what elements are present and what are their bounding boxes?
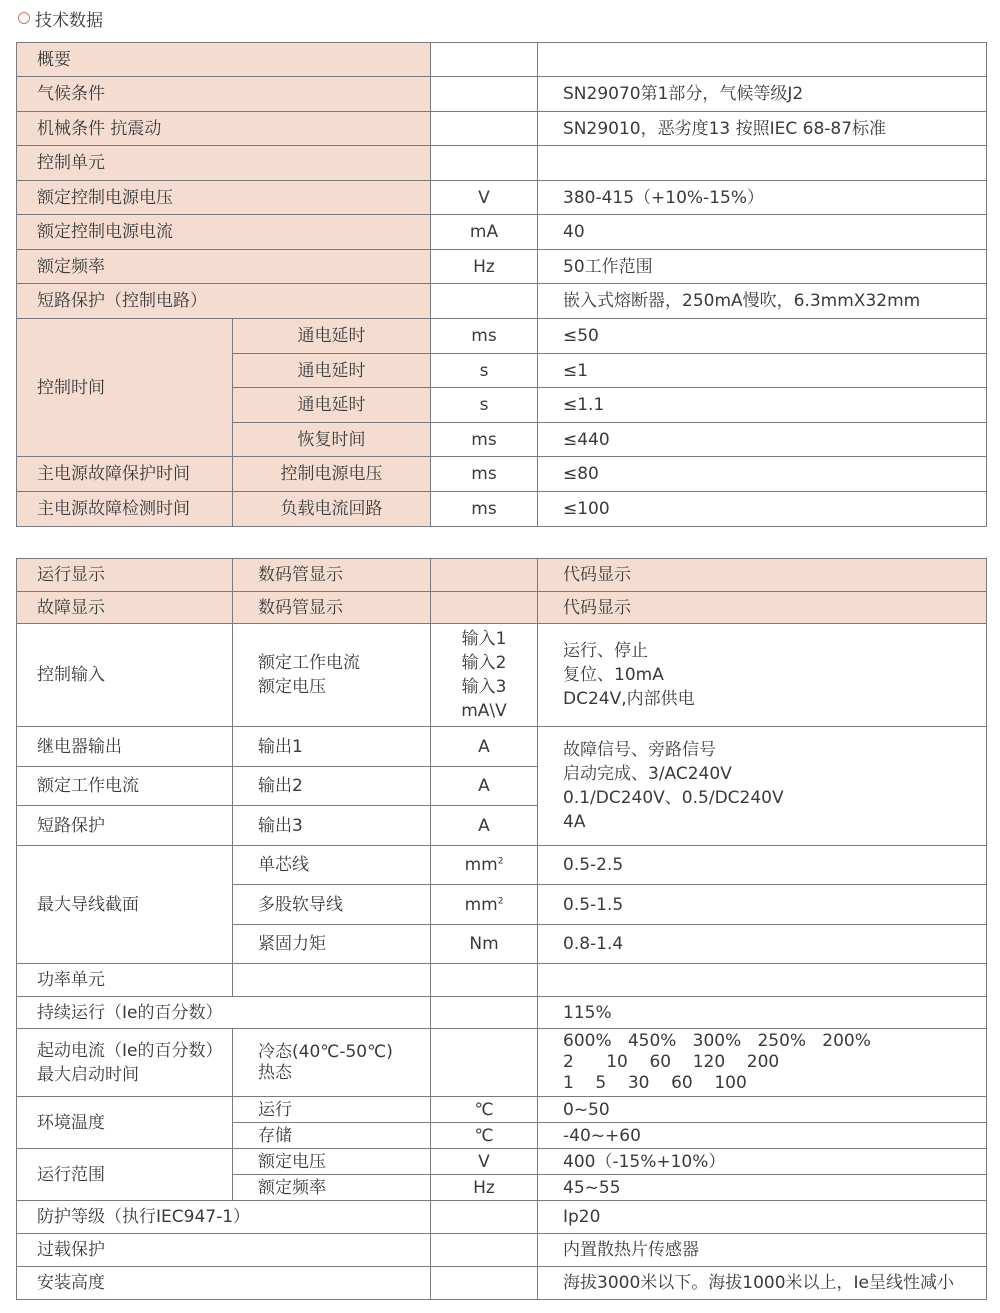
table-row: [17, 457, 987, 492]
value-line: 复位、10mA: [563, 665, 664, 685]
row-value: [538, 624, 987, 727]
row-label: 主电源故障保护时间: [17, 457, 233, 492]
table-row: [17, 592, 987, 624]
table-row: [17, 77, 987, 112]
row-label: 机械条件 抗震动: [17, 112, 431, 146]
table-row: [17, 146, 987, 181]
row-label: 额定频率: [17, 250, 431, 284]
row-sublabel: 多股软导线: [233, 885, 431, 925]
row-sublabel: 额定电压: [233, 1149, 431, 1175]
row-sublabel: 输出1: [233, 727, 431, 767]
value-line: 4A: [563, 812, 586, 832]
section-title: 技术数据: [35, 10, 103, 31]
row-value: 内置散热片传感器: [538, 1234, 987, 1267]
row-label: 故障显示: [17, 592, 233, 624]
row-unit: V: [431, 181, 538, 215]
row-label: 运行显示: [17, 559, 233, 592]
row-sublabel: [233, 1029, 431, 1097]
row-unit: [431, 624, 538, 727]
row-value: 0.5-2.5: [538, 846, 987, 885]
row-value: SN29070第1部分，气候等级J2: [538, 77, 987, 112]
row-label: 继电器输出: [17, 727, 233, 767]
row-value: ≤100: [538, 492, 987, 527]
row-label: [17, 1029, 233, 1097]
label-line: 最大启动时间: [37, 1064, 139, 1085]
row-value: 115%: [538, 997, 987, 1029]
row-unit: ms: [431, 457, 538, 492]
table-row: [17, 997, 987, 1029]
table-row: [17, 43, 987, 77]
row-value: 400（-15%+10%）: [538, 1149, 987, 1175]
row-value: ≤1.1: [538, 388, 987, 423]
row-unit: Nm: [431, 925, 538, 964]
row-value: ≤1: [538, 354, 987, 388]
label-line: 起动电流（Ie的百分数）: [37, 1040, 223, 1061]
row-sublabel: 恢复时间: [233, 423, 431, 457]
row-unit: ℃: [431, 1097, 538, 1123]
row-unit: [431, 846, 538, 885]
table-row: [17, 112, 987, 146]
unit-superscript: 2: [497, 895, 504, 906]
table-row: [17, 559, 987, 592]
row-unit: [431, 885, 538, 925]
table-row: [17, 1234, 987, 1267]
value-line: 运行、停止: [563, 641, 648, 661]
row-value: 380-415（+10%-15%）: [538, 181, 987, 215]
unit-line: 输入3: [461, 677, 507, 697]
row-label: 控制输入: [17, 624, 233, 727]
unit-superscript: 2: [497, 856, 504, 867]
row-label: 短路保护: [17, 806, 233, 846]
row-sublabel: 输出2: [233, 767, 431, 806]
row-label: 防护等级（执行IEC947-1）: [17, 1201, 431, 1234]
table-row: [17, 215, 987, 250]
row-unit: Hz: [431, 250, 538, 284]
row-value: 嵌入式熔断器，250mA慢吹，6.3mmX32mm: [538, 284, 987, 319]
row-value: 40: [538, 215, 987, 250]
unit-line: 输入2: [461, 653, 507, 673]
row-label: 气候条件: [17, 77, 431, 112]
row-label: 安装高度: [17, 1267, 431, 1300]
spec-table-2: [16, 558, 987, 1300]
table-row: [17, 1029, 987, 1097]
row-value: -40~+60: [538, 1123, 987, 1149]
row-label: 过载保护: [17, 1234, 431, 1267]
row-label: 额定控制电源电流: [17, 215, 431, 250]
row-label: 概要: [17, 43, 431, 77]
section-header: [18, 6, 103, 30]
circle-bullet-icon: [18, 12, 30, 24]
table-row: [17, 250, 987, 284]
row-label: 主电源故障检测时间: [17, 492, 233, 527]
row-label: 功率单元: [17, 964, 233, 997]
value-line: 0.1/DC240V、0.5/DC240V: [563, 788, 784, 808]
sublabel-line: 热态: [258, 1062, 292, 1083]
row-value: [538, 727, 987, 846]
row-label: 最大导线截面: [17, 846, 233, 964]
row-label: 运行范围: [17, 1149, 233, 1201]
row-label: 环境温度: [17, 1097, 233, 1149]
table-row: [17, 181, 987, 215]
row-sublabel: 额定频率: [233, 1175, 431, 1201]
row-value: ≤440: [538, 423, 987, 457]
row-value: ≤50: [538, 319, 987, 354]
table-row: [17, 1201, 987, 1234]
row-value: 0~50: [538, 1097, 987, 1123]
row-unit: s: [431, 354, 538, 388]
row-sublabel: [233, 624, 431, 727]
value-line: 600% 450% 300% 250% 200%: [563, 1031, 871, 1051]
table-row: [17, 727, 987, 767]
row-value: 0.8-1.4: [538, 925, 987, 964]
value-line: 1 5 30 60 100: [563, 1073, 747, 1093]
spec-table-1: [16, 42, 987, 527]
unit-text: mm: [464, 894, 498, 915]
row-label: 持续运行（Ie的百分数）: [17, 997, 431, 1029]
row-sublabel: 紧固力矩: [233, 925, 431, 964]
table-row: [17, 624, 987, 727]
row-value: 代码显示: [538, 559, 987, 592]
row-value: 0.5-1.5: [538, 885, 987, 925]
sublabel-line: 额定工作电流: [258, 653, 360, 673]
row-value: Ip20: [538, 1201, 987, 1234]
row-label: 额定控制电源电压: [17, 181, 431, 215]
row-sublabel: 数码管显示: [233, 559, 431, 592]
row-sublabel: 单芯线: [233, 846, 431, 885]
row-unit: mA: [431, 215, 538, 250]
table-row: [17, 1267, 987, 1300]
row-value: 45~55: [538, 1175, 987, 1201]
row-unit: A: [431, 727, 538, 767]
row-label: 短路保护（控制电路）: [17, 284, 431, 319]
table-row: [17, 1097, 987, 1123]
row-label: 额定工作电流: [17, 767, 233, 806]
row-unit: ℃: [431, 1123, 538, 1149]
row-value: [538, 1029, 987, 1097]
unit-line: 输入1: [461, 629, 507, 649]
row-unit: A: [431, 767, 538, 806]
row-value: 海拔3000米以下。海拔1000米以上，Ie呈线性减小: [538, 1267, 987, 1300]
row-unit: s: [431, 388, 538, 423]
row-sublabel: 存储: [233, 1123, 431, 1149]
row-unit: ms: [431, 492, 538, 527]
row-value: 50工作范围: [538, 250, 987, 284]
row-sublabel: 通电延时: [233, 319, 431, 354]
value-line: 启动完成、3/AC240V: [563, 764, 732, 784]
row-unit: ms: [431, 423, 538, 457]
table-row: [17, 284, 987, 319]
row-sublabel: 控制电源电压: [233, 457, 431, 492]
row-label: 控制单元: [17, 146, 431, 181]
table-row: [17, 319, 987, 354]
table-row: [17, 492, 987, 527]
table-row: [17, 846, 987, 885]
value-line: 故障信号、旁路信号: [563, 740, 716, 760]
row-sublabel: 数码管显示: [233, 592, 431, 624]
table-row: [17, 1149, 987, 1175]
sublabel-line: 额定电压: [258, 677, 326, 697]
row-sublabel: 输出3: [233, 806, 431, 846]
row-value: ≤80: [538, 457, 987, 492]
unit-line: mA\V: [461, 701, 507, 721]
row-sublabel: 运行: [233, 1097, 431, 1123]
row-sublabel: 通电延时: [233, 388, 431, 423]
row-sublabel: 负载电流回路: [233, 492, 431, 527]
row-unit: A: [431, 806, 538, 846]
table-row: [17, 964, 987, 997]
value-line: DC24V,内部供电: [563, 689, 695, 709]
row-value: 代码显示: [538, 592, 987, 624]
row-value: SN29010，恶劣度13 按照IEC 68-87标准: [538, 112, 987, 146]
sublabel-line: 冷态(40℃-50℃): [258, 1041, 393, 1062]
row-unit: V: [431, 1149, 538, 1175]
row-label: 控制时间: [17, 319, 233, 457]
unit-text: mm: [464, 855, 498, 875]
row-sublabel: 通电延时: [233, 354, 431, 388]
row-unit: ms: [431, 319, 538, 354]
value-line: 2 10 60 120 200: [563, 1052, 780, 1072]
row-unit: Hz: [431, 1175, 538, 1201]
